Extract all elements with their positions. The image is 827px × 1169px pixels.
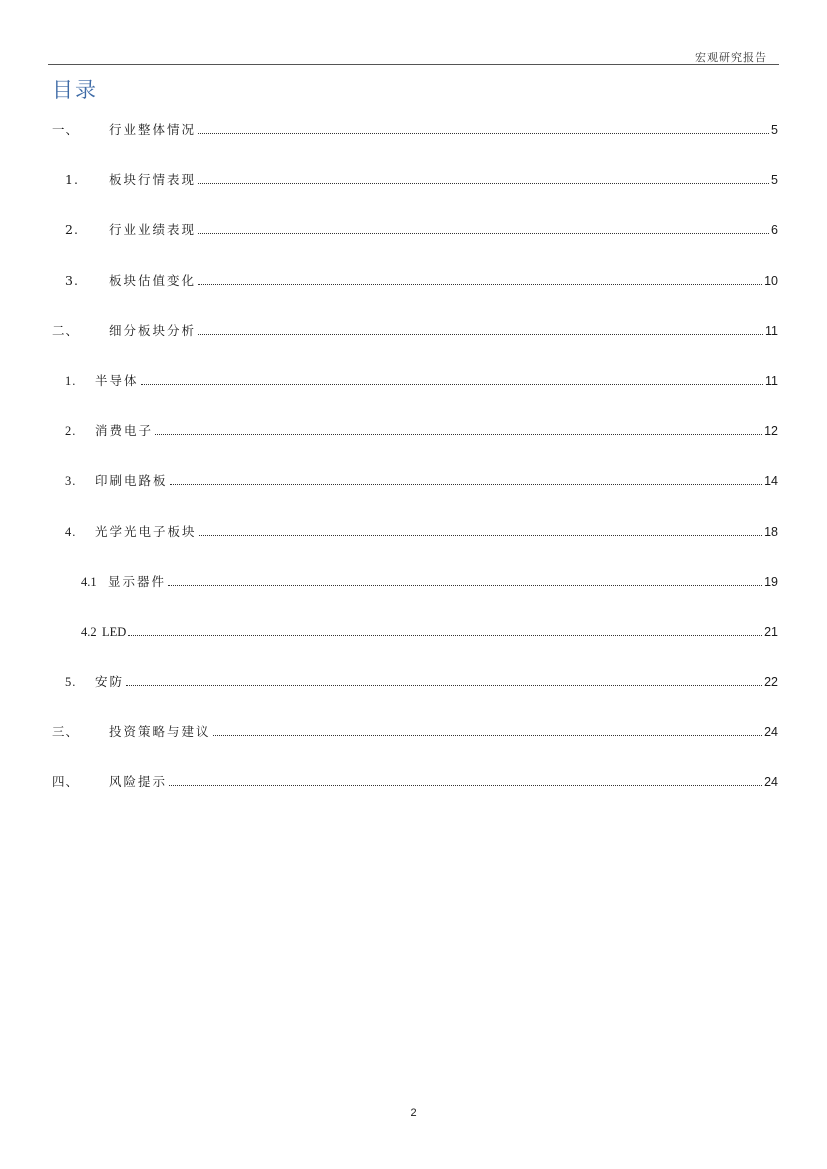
toc-dot-leader [198,283,762,285]
toc-dot-leader [199,534,763,536]
toc-entry-label: LED [102,624,127,639]
toc-entry[interactable] [52,273,778,323]
toc-entry-label: 半导体 [95,372,139,388]
toc-dot-leader [128,634,762,636]
toc-entry-number: 三、 [52,724,80,740]
toc-entry-number: 2. [65,222,79,238]
toc-entry-label: 光学光电子板块 [95,523,197,539]
toc-entry-label: 板块行情表现 [109,172,197,188]
toc-dot-leader [198,132,769,134]
toc-entry-page: 12 [764,424,778,439]
toc-entry-page: 6 [771,223,778,238]
toc-entry-page: 24 [764,725,778,740]
toc-entry-page: 21 [764,624,778,639]
toc-entry-label: 细分板块分析 [109,322,197,338]
page-number: 2 [410,1107,417,1119]
toc-entry[interactable] [52,122,778,172]
toc-dot-leader [170,483,763,485]
toc-entry-page: 14 [764,474,778,489]
toc-entry[interactable] [52,524,778,574]
toc-entry[interactable] [52,624,778,674]
toc-entry-page: 18 [764,524,778,539]
toc-entry-label: 消费电子 [95,423,154,439]
toc-entry[interactable] [52,473,778,523]
toc-dot-leader [198,182,769,184]
toc-dot-leader [198,333,763,335]
toc-entry-number: 1. [65,172,79,188]
toc-entry-number: 四、 [52,774,80,790]
toc-entry-number: 1. [65,373,77,388]
header-divider [48,64,779,65]
toc-entry[interactable] [52,323,778,373]
toc-entry-label: 印刷电路板 [95,473,168,489]
toc-entry-page: 19 [764,574,778,589]
toc-entry-number: 一、 [52,122,80,137]
toc-dot-leader [168,584,762,586]
toc-entry[interactable] [52,774,778,824]
toc-entry[interactable] [52,423,778,473]
toc-entry-number: 3. [65,272,79,288]
toc-entry-page: 22 [764,675,778,690]
toc-dot-leader [141,383,764,385]
toc-entry-number: 5. [65,675,77,690]
toc-entry[interactable] [52,222,778,272]
table-of-contents [52,122,778,825]
toc-entry-number: 3. [65,474,77,489]
toc-entry-page: 5 [771,123,778,137]
toc-dot-leader [213,734,763,736]
toc-entry-label: 安防 [95,674,125,690]
toc-entry[interactable] [52,574,778,624]
toc-dot-leader [169,784,762,786]
header-report-type: 宏观研究报告 [695,51,767,64]
toc-entry-number: 4. [65,524,77,539]
toc-entry-number: 4.1 [81,574,97,589]
toc-dot-leader [198,232,769,234]
toc-entry-number: 4.2 [81,624,97,639]
toc-entry[interactable] [52,674,778,724]
toc-dot-leader [155,433,762,435]
toc-entry-label: 行业整体情况 [109,122,197,137]
toc-entry-label: 板块估值变化 [109,272,197,288]
toc-entry[interactable] [52,724,778,774]
toc-entry-label: 行业业绩表现 [109,222,197,238]
toc-entry-number: 二、 [52,322,80,338]
toc-entry-number: 2. [65,424,77,439]
toc-entry-label: 投资策略与建议 [109,724,211,740]
toc-entry-page: 24 [764,775,778,790]
toc-dot-leader [126,684,762,686]
toc-entry-label: 显示器件 [108,573,167,589]
toc-entry-page: 10 [764,273,778,288]
toc-title: 目录 [52,78,98,102]
toc-entry-page: 11 [765,373,778,388]
toc-entry-page: 5 [771,173,778,188]
toc-entry[interactable] [52,373,778,423]
toc-entry-page: 11 [765,323,778,338]
toc-entry[interactable] [52,172,778,222]
toc-entry-label: 风险提示 [109,774,168,790]
